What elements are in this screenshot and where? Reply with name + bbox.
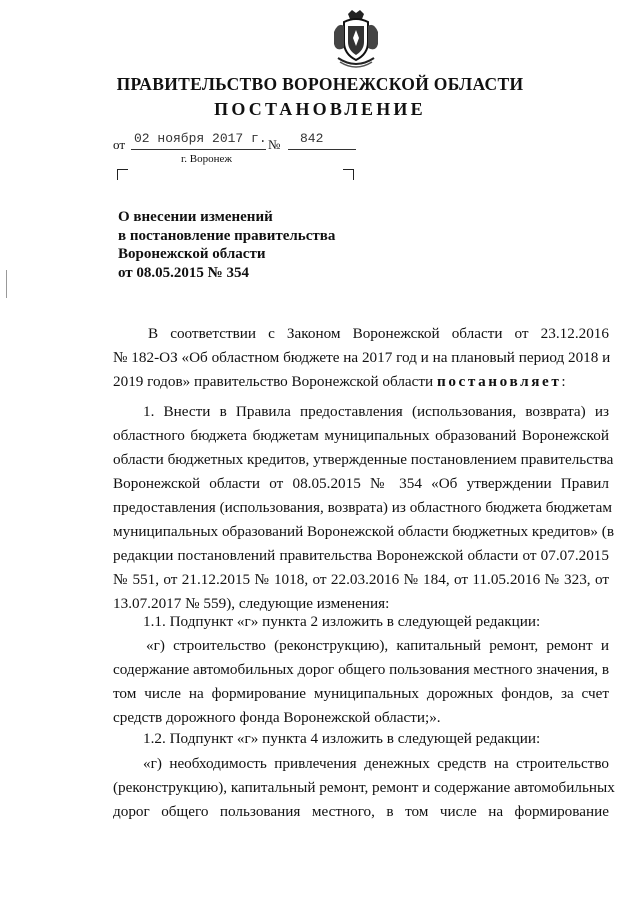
number-label: № [268, 137, 281, 152]
corner-bracket-right [343, 169, 354, 180]
government-title: ПРАВИТЕЛЬСТВО ВОРОНЕЖСКОЙ ОБЛАСТИ [116, 74, 524, 94]
body-line: Воронежской области от 08.05.2015 № 354 «Об утверждении Правил [113, 475, 609, 492]
body-line: «г) строительство (реконструкцию), капитальный ремонт, ремонт и [146, 637, 609, 654]
body-line: «г) необходимость привлечения денежных средств на строительство [143, 755, 609, 772]
body-line: (реконструкцию), капитальный ремонт, ремонт и содержание автомобильных [113, 779, 615, 796]
body-line: В соответствии с Законом Воронежской области от 23.12.2016 [148, 325, 609, 342]
body-line: средств дорожного фонда Воронежской области;». [113, 709, 441, 726]
body-line: муниципальных образований Воронежской области бюджетных кредитов» (в [113, 523, 615, 540]
subject-line: в постановление правительства [118, 227, 336, 244]
body-line: том числе на формирование муниципальных дорожных фондов, за счет [113, 685, 609, 702]
body-line [113, 373, 566, 391]
body-line: № 551, от 21.12.2015 № 1018, от 22.03.2016 № 184, от 11.05.2016 № 323, от [113, 571, 609, 588]
body-line: предоставления (использования, возврата) из областного бюджета бюджетам [113, 499, 612, 516]
subject-line: О внесении изменений [118, 209, 273, 225]
body-line: редакции постановлений правительства Воронежской области от 07.07.2015 [113, 547, 609, 564]
body-text: : [561, 373, 566, 390]
subject-line: Воронежской области [118, 246, 266, 263]
subject-line: от 08.05.2015 № 354 [118, 264, 249, 281]
margin-mark [6, 270, 7, 298]
body-line: 1.1. Подпункт «г» пункта 2 изложить в следующей редакции: [143, 613, 541, 630]
date-underline [131, 149, 266, 150]
document-number: 842 [300, 131, 324, 146]
body-line: 13.07.2017 № 559), следующие изменения: [113, 595, 390, 612]
body-line: области бюджетных кредитов, утвержденные постановлением правительства [113, 451, 614, 468]
body-line: областного бюджета бюджетам муниципальных образований Воронежской [113, 427, 609, 444]
body-line: № 182-ОЗ «Об областном бюджете на 2017 год и на плановый период 2018 и [113, 349, 611, 366]
document-subject [118, 208, 335, 282]
number-underline [288, 149, 356, 150]
city: г. Воронеж [181, 153, 232, 165]
body-line: содержание автомобильных дорог общего пользования местного значения, в [113, 661, 610, 678]
resolution-word: постановляет [436, 373, 562, 390]
body-text: 2019 годов» правительство Воронежской области [113, 373, 434, 390]
from-label: от [113, 137, 126, 152]
body-line: 1.2. Подпункт «г» пункта 4 изложить в следующей редакции: [143, 730, 541, 747]
corner-bracket-left [117, 169, 128, 180]
body-line: дорог общего пользования местного, в том числе на формирование [113, 803, 609, 820]
document-date: 02 ноября 2017 г. [134, 131, 267, 146]
document-type: ПОСТАНОВЛЕНИЕ [214, 99, 426, 119]
body-line: 1. Внести в Правила предоставления (использования, возврата) из [143, 403, 609, 420]
coat-of-arms-emblem [330, 8, 382, 72]
